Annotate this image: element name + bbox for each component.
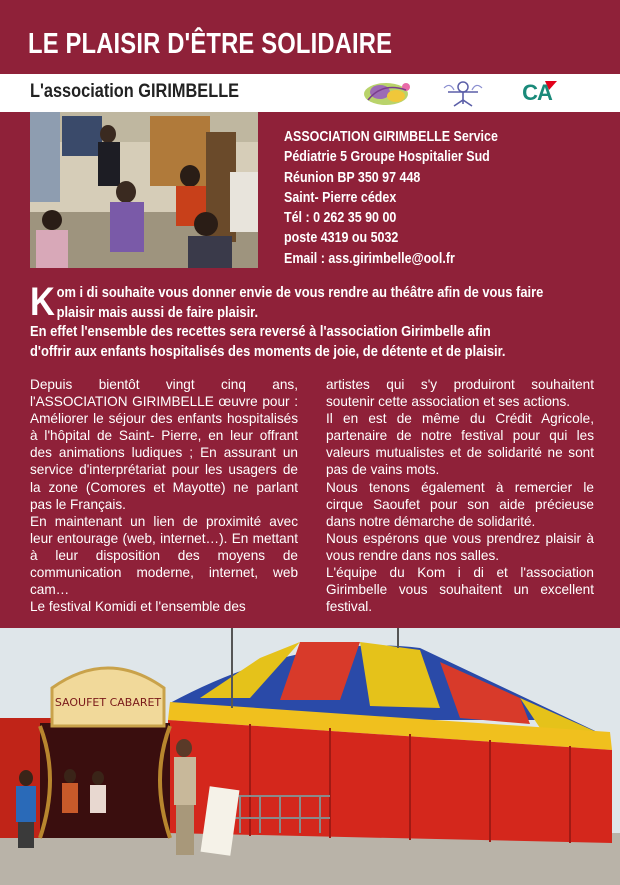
- page-title: LE PLAISIR D'ÊTRE SOLIDAIRE: [28, 28, 393, 60]
- body-paragraph: Le festival Komidi et l'ensemble des: [30, 599, 246, 615]
- address-line: Saint- Pierre cédex: [284, 189, 397, 206]
- circus-tent-photo-icon: [0, 628, 620, 885]
- body-paragraph: Nous tenons également à remercier le cirque Saoufet pour son aide précieuse dans notre démarche de solidarité.: [326, 479, 594, 529]
- intro-paragraph: [30, 280, 580, 361]
- body-paragraph: Depuis bientôt vingt cinq ans, l'ASSOCIATION GIRIMBELLE œuvre pour : Améliorer le séjour des enfants hospitalisés à l'hôpital de Saint- Pierre, en leur offrant des animations ludiques ; En assurant un service d'interprétariat pour les usagers de la zone (Comores et Mayotte) ne parlant pas le Français.: [30, 377, 298, 512]
- body-paragraph: artistes qui s'y produiront souhaitent soutenir cette association et ses actions.: [326, 377, 594, 410]
- body-paragraph: Il en est de même du Crédit Agricole, partenaire de notre festival pour qui les valeurs mutualistes et de solidarité ne sont pas de vains mots.: [326, 411, 594, 478]
- address-line: Réunion BP 350 97 448: [284, 169, 421, 186]
- address-line: Pédiatrie 5 Groupe Hospitalier Sud: [284, 149, 490, 166]
- circus-tent-photo: [0, 628, 620, 885]
- intro-line: En effet l'ensemble des recettes sera reversé à l'association Girimbelle afin: [30, 323, 491, 340]
- subtitle-bar: [0, 74, 620, 112]
- classroom-photo-icon: [30, 112, 258, 268]
- body-paragraph: L'équipe du Kom i di et l'association Girimbelle vous souhaitent un excellent festival.: [326, 565, 594, 615]
- phone-extension-line: poste 4319 ou 5032: [284, 230, 399, 247]
- girimbelle-logo-icon: [440, 78, 486, 108]
- address-line: ASSOCIATION GIRIMBELLE Service: [284, 129, 498, 145]
- email-line[interactable]: Email : ass.girimbelle@ool.fr: [284, 250, 455, 267]
- cabaret-sign-text: SAOUFET CABARET: [54, 696, 162, 709]
- intro-line: om i di souhaite vous donner envie de vous rendre au théâtre afin de vous faire: [56, 284, 544, 301]
- body-paragraph: Nous espérons que vous prendrez plaisir à vous rendre dans nos salles.: [326, 530, 594, 563]
- credit-agricole-logo: [515, 78, 559, 108]
- body-column-left: [30, 376, 298, 615]
- section-subtitle: L'association GIRIMBELLE: [30, 81, 240, 102]
- credit-agricole-logo-text: CA: [522, 80, 552, 105]
- intro-dropcap: K: [30, 280, 55, 324]
- body-paragraph: En maintenant un lien de proximité avec leur entourage (web, internet…). En mettant à leur disposition des moyens de communication moderne, internet, web cam…: [30, 513, 298, 598]
- intro-line: plaisir mais aussi de faire plaisir.: [56, 303, 259, 321]
- association-address: [284, 127, 498, 269]
- intro-line: d'offrir aux enfants hospitalisés des moments de joie, de détente et de plaisir.: [30, 342, 506, 360]
- classroom-photo: [30, 112, 258, 268]
- phone-line: Tél : 0 262 35 90 00: [284, 210, 397, 227]
- body-column-right: [326, 376, 594, 615]
- komidi-logo-icon: [362, 78, 414, 108]
